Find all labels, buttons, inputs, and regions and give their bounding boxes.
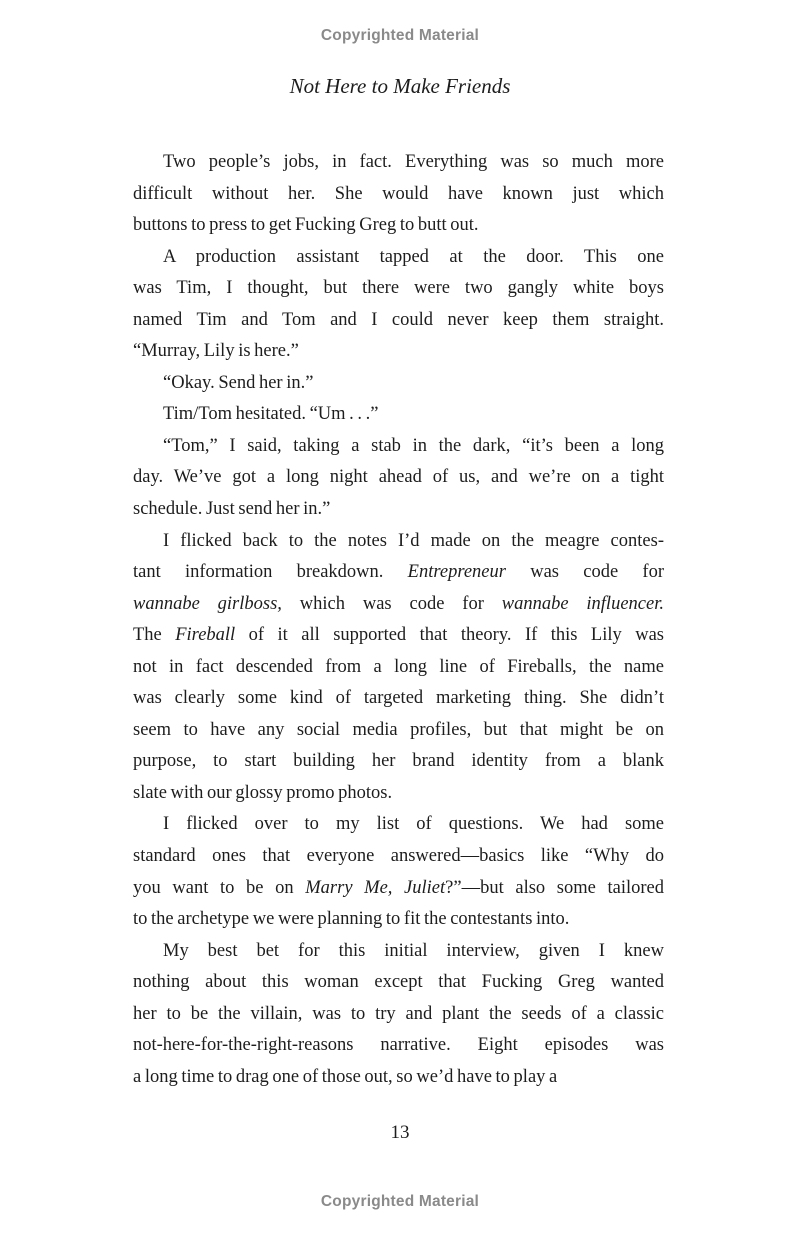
text-run: Two people’s jobs, in fact. Everything was so much more — [163, 152, 664, 172]
body-line — [133, 273, 664, 305]
text-run: Tim/Tom hesitated. “Um . . .” — [163, 404, 379, 425]
italic-run: wannabe influencer. — [501, 593, 664, 614]
text-run: ?”—but also some tailored — [445, 877, 664, 898]
text-run: not-here-for-the-right-reasons narrative. Eight episodes was — [133, 1035, 664, 1056]
body-line — [133, 210, 664, 242]
text-run: difficult without her. She would have known just which — [133, 183, 664, 204]
italic-run: Fireball — [175, 625, 236, 646]
body-line — [133, 841, 664, 873]
body-line — [133, 652, 664, 684]
body-line — [133, 399, 664, 431]
text-run: of it all supported that theory. If this Lily was — [235, 625, 664, 646]
text-run: “Okay. Send her in.” — [163, 372, 314, 393]
text-run: to the archetype we were planning to fit the contestants into. — [133, 909, 570, 930]
italic-run: Marry Me, Juliet — [305, 877, 446, 898]
body-line — [133, 873, 664, 905]
text-run: not in fact descended from a long line of Fireballs, the name — [133, 656, 664, 677]
body-line — [133, 589, 664, 621]
body-line — [133, 494, 664, 526]
top-copyright-notice: Copyrighted Material — [320, 27, 480, 44]
body-line — [133, 683, 664, 715]
body-line — [133, 526, 664, 558]
body-line — [133, 305, 664, 337]
body-line — [133, 904, 664, 936]
text-run: was Tim, I thought, but there were two gangly white boys — [133, 278, 664, 299]
text-run: seem to have any social media profiles, but that might be on — [133, 719, 664, 740]
text-run: was code for — [505, 562, 665, 583]
page-body — [133, 147, 664, 1093]
text-run: The — [133, 625, 176, 646]
text-run: slate with our glossy promo photos. — [133, 782, 393, 803]
page-number: 13 — [390, 1122, 410, 1143]
body-line — [133, 1062, 664, 1094]
bottom-copyright-notice: Copyrighted Material — [320, 1193, 480, 1210]
body-line — [133, 809, 664, 841]
body-line — [133, 242, 664, 274]
body-line — [133, 147, 664, 179]
text-run: A production assistant tapped at the door. This one — [163, 246, 664, 267]
text-run: standard ones that everyone answered—basics like “Why do — [133, 846, 664, 867]
text-run: day. We’ve got a long night ahead of us, and we’re on a tight — [133, 467, 664, 488]
text-run: I flicked back to the notes I’d made on the meagre contes- — [163, 530, 664, 551]
body-line — [133, 778, 664, 810]
body-line — [133, 431, 664, 463]
text-run: I flicked over to my list of questions. We had some — [163, 814, 664, 835]
body-line — [133, 999, 664, 1031]
body-line — [133, 715, 664, 747]
body-line — [133, 336, 664, 368]
text-run: her to be the villain, was to try and plant the seeds of a classic — [133, 1003, 664, 1024]
body-line — [133, 620, 664, 652]
text-run: was clearly some kind of targeted marketing thing. She didn’t — [133, 688, 664, 709]
text-run: which was code for — [281, 593, 502, 614]
body-line — [133, 462, 664, 494]
text-run: nothing about this woman except that Fucking Greg wanted — [133, 972, 664, 993]
body-line — [133, 936, 664, 968]
body-line — [133, 179, 664, 211]
text-run: purpose, to start building her brand identity from a blank — [133, 751, 664, 772]
text-run: schedule. Just send her in.” — [133, 499, 331, 520]
text-run: named Tim and Tom and I could never keep them straight. — [133, 309, 664, 330]
body-line — [133, 746, 664, 778]
text-run: “Murray, Lily is here.” — [133, 341, 299, 362]
text-run: My best bet for this initial interview, given I knew — [163, 940, 664, 961]
body-line — [133, 1030, 664, 1062]
italic-run: Entrepreneur — [407, 562, 506, 583]
running-header-book-title: Not Here to Make Friends — [289, 74, 511, 98]
text-run: buttons to press to get Fucking Greg to butt out. — [133, 215, 479, 236]
text-run: tant information breakdown. — [133, 562, 408, 583]
body-line — [133, 557, 664, 589]
text-run: a long time to drag one of those out, so we’d have to play a — [133, 1066, 558, 1087]
text-run: “Tom,” I said, taking a stab in the dark, “it’s been a long — [163, 435, 664, 456]
body-line — [133, 368, 664, 400]
italic-run: wannabe girlboss, — [133, 593, 282, 614]
body-line — [133, 967, 664, 999]
text-run: you want to be on — [133, 877, 306, 898]
